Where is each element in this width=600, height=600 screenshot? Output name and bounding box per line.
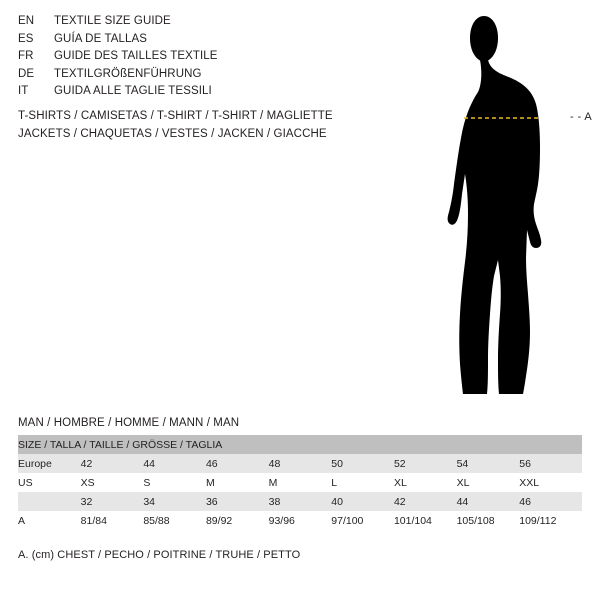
table-cell: XXL [519,473,582,492]
table-cell: XL [394,473,457,492]
language-title: GUIDE DES TAILLES TEXTILE [54,50,218,62]
language-row [18,85,378,103]
table-row [18,492,582,511]
size-table [18,435,582,530]
language-row [18,15,378,33]
table-cell: 81/84 [81,511,144,530]
table-cell: 89/92 [206,511,269,530]
language-row [18,50,378,68]
table-cell: 54 [457,454,520,473]
table-cell: 50 [331,454,394,473]
table-cell: 93/96 [269,511,332,530]
man-silhouette-shape [448,16,542,394]
table-header-label: SIZE / TALLA / TAILLE / GRÖSSE / TAGLIA [18,435,582,454]
language-title: GUIDA ALLE TAGLIE TESSILI [54,85,212,97]
table-cell: 101/104 [394,511,457,530]
table-row [18,473,582,492]
language-title: TEXTILGRÖßENFÜHRUNG [54,67,202,80]
row-label: A [18,511,81,530]
row-label: Europe [18,454,81,473]
table-cell: 32 [81,492,144,511]
table-cell: M [206,473,269,492]
category-jackets: JACKETS / CHAQUETAS / VESTES / JACKEN / GIACCHE [18,128,327,140]
chest-footnote: A. (cm) CHEST / PECHO / POITRINE / TRUHE / PETTO [18,549,301,561]
table-cell: 36 [206,492,269,511]
table-header-row [18,435,582,454]
language-code: ES [18,32,34,45]
silhouette-svg [400,8,600,408]
body-silhouette-figure [400,8,600,408]
table-cell: 85/88 [143,511,206,530]
table-cell: 46 [206,454,269,473]
size-table-section [18,417,582,530]
table-cell: S [143,473,206,492]
table-cell: 44 [143,454,206,473]
language-row [18,33,378,51]
table-cell: 40 [331,492,394,511]
measure-label-a: - - A [570,111,593,123]
row-label: US [18,473,81,492]
table-cell: 46 [519,492,582,511]
table-cell: 97/100 [331,511,394,530]
language-code: EN [18,15,35,27]
row-label [18,492,81,511]
table-cell: 56 [519,454,582,473]
table-cell: 109/112 [519,511,582,530]
table-cell: L [331,473,394,492]
language-title: GUÍA DE TALLAS [54,32,148,45]
table-row [18,454,582,473]
table-cell: 42 [81,454,144,473]
table-group-title: MAN / HOMBRE / HOMME / MANN / MAN [18,417,240,429]
language-code: FR [18,50,34,62]
table-cell: 42 [394,492,457,511]
language-title-list [18,15,378,103]
table-row [18,511,582,530]
table-cell: 52 [394,454,457,473]
table-cell: 44 [457,492,520,511]
table-cell: 38 [269,492,332,511]
table-cell: 48 [269,454,332,473]
language-code: IT [18,85,29,97]
garment-category-list [18,110,418,146]
table-cell: M [269,473,332,492]
table-cell: XL [457,473,520,492]
table-cell: XS [81,473,144,492]
language-code: DE [18,67,35,80]
category-tshirts: T-SHIRTS / CAMISETAS / T-SHIRT / T-SHIRT / MAGLIETTE [18,110,333,122]
language-row [18,68,378,86]
language-title: TEXTILE SIZE GUIDE [54,15,171,27]
table-cell: 34 [143,492,206,511]
table-cell: 105/108 [457,511,520,530]
